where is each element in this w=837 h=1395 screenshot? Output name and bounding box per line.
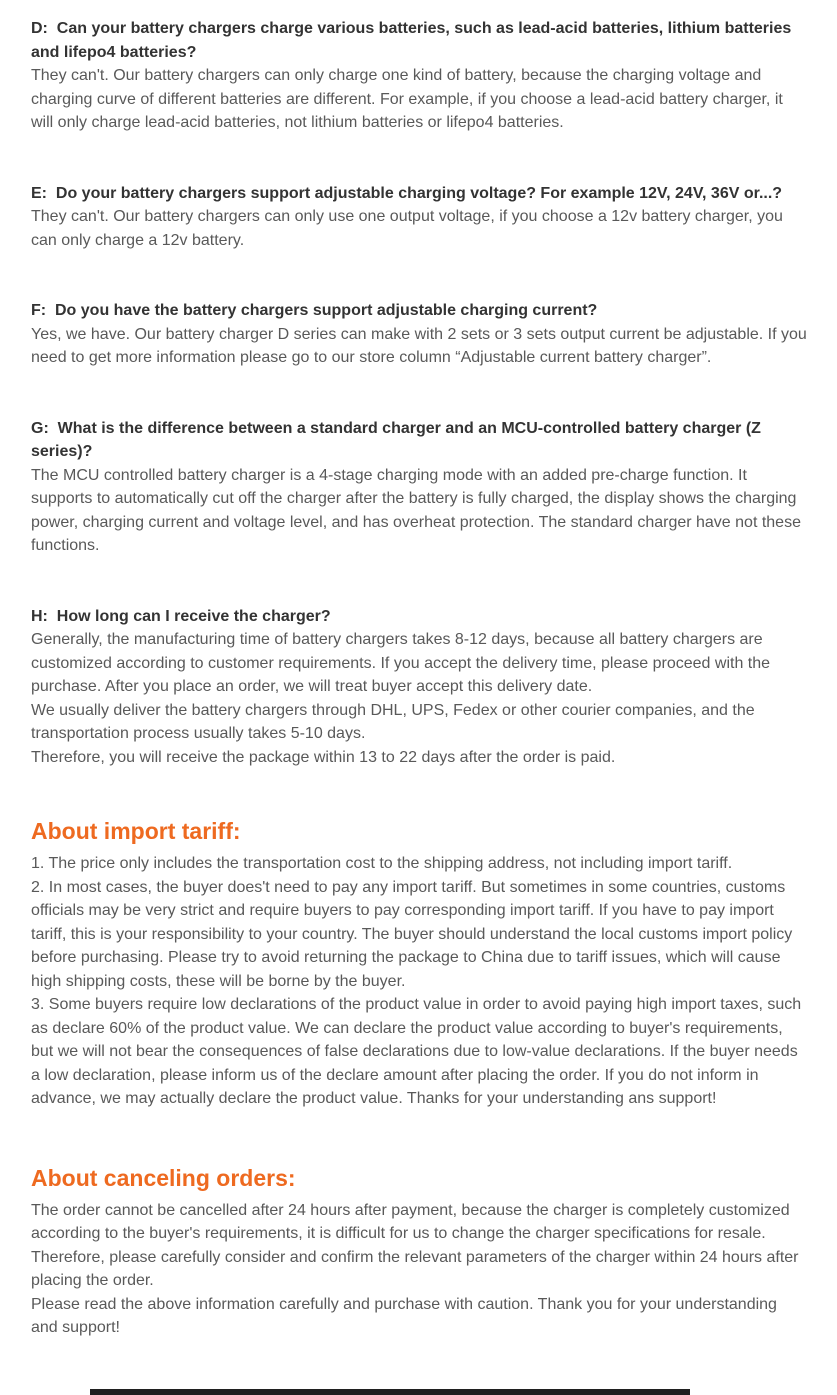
faq-item-d [31,17,807,135]
bottom-divider-bar [90,1389,690,1395]
faq-question-h: H: How long can I receive the charger? [31,607,331,625]
faq-answer-d: They can't. Our battery chargers can only charge one kind of battery, because the charging voltage and charging curve of different batteries are different. For example, if you choose a lead-acid battery charger, it will only charge lead-acid batteries, not lithium batteries or lifepo4 batteries. [31,67,788,131]
canceling-orders-paragraph-2: Please read the above information carefully and purchase with caution. Thank you for your understanding and support! [31,1295,782,1336]
canceling-orders-paragraph-1: The order cannot be cancelled after 24 hours after payment, because the charger is completely customized according to the buyer's requirements, it is difficult for us to change the charger specifications for resale. Therefore, please carefully consider and confirm the relevant parameters of the charger within 24 hours after placing the order. [31,1201,803,1289]
import-tariff-paragraph-1: 1. The price only includes the transportation cost to the shipping address, not including import tariff. [31,855,733,872]
faq-item-e [31,182,807,253]
faq-answer-h-paragraph-3: Therefore, you will receive the package within 13 to 22 days after the order is paid. [31,748,616,766]
section-heading-import-tariff: About import tariff: [31,818,241,844]
faq-item-h [31,605,807,770]
import-tariff-paragraph-2: 2. In most cases, the buyer does't need to pay any import tariff. But sometimes in some countries, customs officials may be very strict and require buyers to pay corresponding import tariff. If you have to pay import tariff, this is your responsibility to your country. The buyer should understand the local customs import policy before purchasing. Please try to avoid returning the package to China due to tariff issues, which will cause high shipping costs, these will be borne by the buyer. [31,878,797,990]
faq-answer-e: They can't. Our battery chargers can only use one output voltage, if you choose a 12v battery charger, you can only charge a 12v battery. [31,208,788,249]
import-tariff-paragraph-3: 3. Some buyers require low declarations of the product value in order to avoid paying high import taxes, such as declare 60% of the product value. We can declare the product value according to buyer's requirements, but we will not bear the consequences of false declarations due to low-value declarations. If the buyer needs a low declaration, please inform us of the declare amount after placing the order. If you do not inform in advance, we may actually declare the product value. Thanks for your understanding ans support! [31,996,806,1107]
faq-answer-g: The MCU controlled battery charger is a 4-stage charging mode with an added pre-charge function. It supports to automatically cut off the charger after the battery is fully charged, the display shows the charging power, charging current and voltage level, and has overheat protection. The standard charger have not these functions. [31,466,806,554]
section-import-tariff [31,816,807,1111]
faq-item-f [31,299,812,370]
faq-question-d: D: Can your battery chargers charge various batteries, such as lead-acid batteries, lithium batteries and lifepo4 batteries? [31,20,796,61]
section-heading-canceling-orders: About canceling orders: [31,1164,296,1191]
faq-question-f: F: Do you have the battery chargers support adjustable charging current? [31,302,598,319]
faq-question-e: E: Do your battery chargers support adjustable charging voltage? For example 12V, 24V, 36V or...? [31,184,783,202]
faq-answer-f: Yes, we have. Our battery charger D series can make with 2 sets or 3 sets output current be adjustable. If you need to get more information please go to our store column “Adjustable current battery charger”. [31,325,812,366]
faq-answer-h-paragraph-1: Generally, the manufacturing time of battery chargers takes 8-12 days, because all battery chargers are customized according to customer requirements. If you accept the delivery time, please proceed with the purchase. After you place an order, we will treat buyer accept this delivery date. [31,631,775,695]
faq-question-g: G: What is the difference between a standard charger and an MCU-controlled battery charger (Z series)? [31,419,766,460]
faq-item-g [31,417,807,558]
section-canceling-orders [31,1163,807,1340]
faq-answer-h-paragraph-2: We usually deliver the battery chargers through DHL, UPS, Fedex or other courier companies, and the transportation process usually takes 5-10 days. [31,701,760,742]
